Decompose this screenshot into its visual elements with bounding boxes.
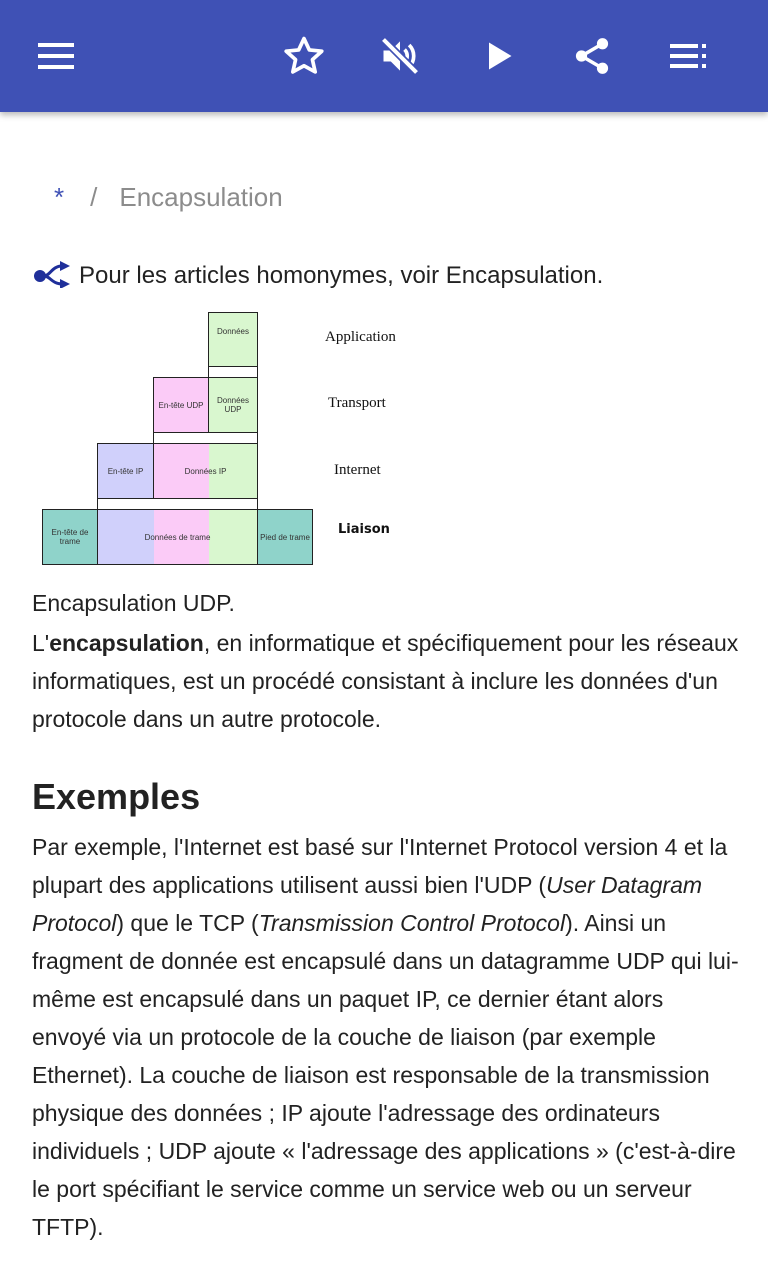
tcp-term: Transmission Control Protocol <box>258 910 566 936</box>
menu-button[interactable] <box>28 28 84 84</box>
ip-header-box: En-tête IP <box>97 443 154 499</box>
layer-label-transport: Transport <box>328 395 386 411</box>
frame-data-box: Données de trame <box>97 509 258 565</box>
breadcrumb <box>54 182 283 213</box>
breadcrumb-current: Encapsulation <box>119 182 283 212</box>
udp-header-box: En-tête UDP <box>153 377 209 433</box>
share-button[interactable] <box>564 28 620 84</box>
playlist-icon <box>668 42 708 70</box>
intro-prefix: L' <box>32 630 50 656</box>
layer-label-internet: Internet <box>334 462 381 478</box>
udp-term: User Datagram Protocol <box>32 872 703 936</box>
breadcrumb-separator: / <box>90 182 98 212</box>
bookmark-button[interactable] <box>276 28 332 84</box>
examples-paragraph <box>32 828 742 1246</box>
intro-paragraph <box>32 624 742 738</box>
app-toolbar <box>0 0 768 112</box>
examples-part-3: ). Ainsi un fragment de donnée est encapsulé dans un datagramme UDP qui lui-même est encapsulé dans un paquet IP, ce dernier étant alors envoyé via un protocole de la couche de liaison (par exemple Ethernet). La couche de liaison est responsable de la transmission physique des données ; IP ajoute l'adressage des ordinateurs individuels ; UDP ajoute « l'adressage des applications » (c'est-à-dire le port spécifiant le service comme un service web ou un serveur TFTP). <box>32 910 739 1240</box>
menu-icon <box>36 41 76 71</box>
udp-data-box: Données UDP <box>208 377 258 433</box>
mute-button[interactable] <box>372 28 428 84</box>
image-caption: Encapsulation UDP. <box>32 590 235 616</box>
layer-label-application: Application <box>325 329 396 345</box>
intro-rest: , en informatique et spécifiquement pour les réseaux informatiques, est un procédé consistant à inclure les données d'un protocole dans un autre protocole. <box>32 630 739 732</box>
examples-part-1: Par exemple, l'Internet est basé sur l'Internet Protocol version 4 et la plupart des applications utilisent aussi bien l'UDP ( <box>32 834 728 898</box>
app-data-box: Données <box>208 312 258 367</box>
frame-header-box: En-tête de trame <box>42 509 98 565</box>
homonym-text[interactable]: Pour les articles homonymes, voir Encapsulation. <box>79 262 604 289</box>
frame-footer-box: Pied de trame <box>257 509 313 565</box>
star-outline-icon <box>282 34 326 78</box>
layer-label-link: Liaison <box>338 522 390 537</box>
disambiguation-icon <box>32 258 72 288</box>
examples-part-2: ) que le TCP ( <box>116 910 259 936</box>
section-heading: Exemples <box>32 776 201 817</box>
ip-data-box: Données IP <box>153 443 258 499</box>
volume-off-icon <box>378 34 422 78</box>
share-icon <box>571 35 613 77</box>
breadcrumb-home-link[interactable]: * <box>54 182 65 212</box>
intro-term: encapsulation <box>49 630 204 656</box>
play-button[interactable] <box>470 28 526 84</box>
playlist-button[interactable] <box>660 28 716 84</box>
play-icon <box>480 38 516 74</box>
